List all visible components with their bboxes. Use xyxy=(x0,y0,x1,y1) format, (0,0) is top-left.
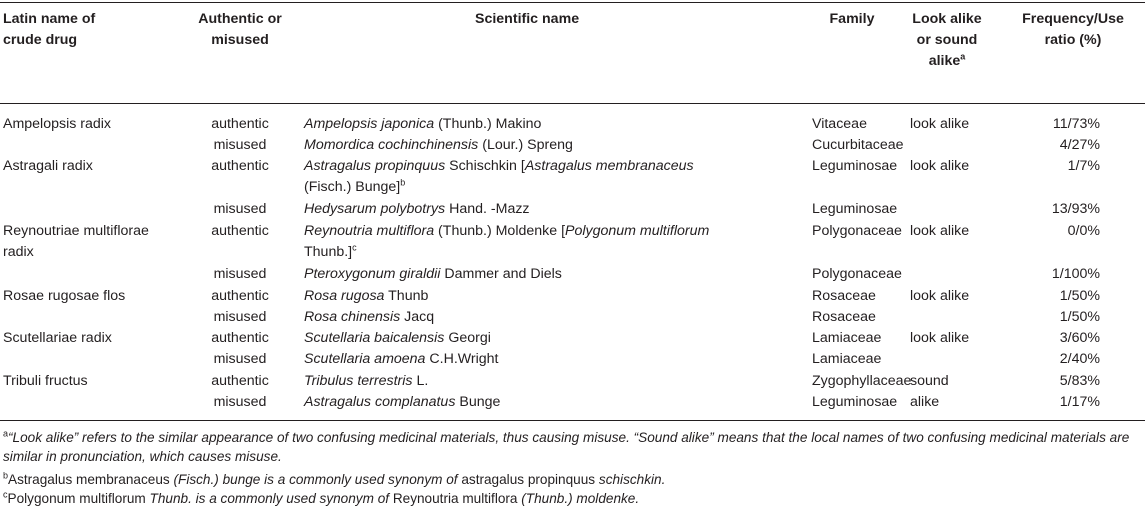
status-authentic: authentic xyxy=(211,158,269,174)
scientific-italic: Scutellaria amoena xyxy=(304,351,426,367)
frequency: 4/27% xyxy=(1059,137,1100,153)
status-misused: misused xyxy=(213,309,267,325)
footnote-ref: b xyxy=(400,177,406,188)
latin-name: Ampelopsis radix xyxy=(3,116,112,132)
scientific-italic: Astragalus complanatus xyxy=(304,394,456,410)
header-authentic: Authentic or misused xyxy=(198,11,282,48)
scientific-italic: Pteroxygonum giraldii xyxy=(304,266,441,282)
frequency: 1/50% xyxy=(1059,309,1100,325)
scientific-author: Hand. -Mazz xyxy=(445,201,530,217)
status-misused: misused xyxy=(213,137,267,153)
status-misused: misused xyxy=(213,351,267,367)
frequency: 0/0% xyxy=(1067,223,1100,239)
scientific-italic: Ampelopsis japonica xyxy=(304,116,435,132)
scientific-italic: Astragalus propinquus xyxy=(304,158,446,174)
scientific-name xyxy=(304,156,694,177)
status-authentic: authentic xyxy=(211,223,269,239)
footnote-ref: c xyxy=(352,242,357,253)
status-authentic: authentic xyxy=(211,373,269,389)
look-alike: look alike xyxy=(910,116,970,132)
scientific-italic: Hedysarum polybotrys xyxy=(304,201,446,217)
status-authentic: authentic xyxy=(211,330,269,346)
scientific-name xyxy=(304,349,499,370)
bottom-rule xyxy=(0,420,1145,421)
scientific-name xyxy=(304,392,500,413)
header-rule xyxy=(0,103,1145,104)
scientific-name xyxy=(304,264,562,285)
scientific-author: Bunge xyxy=(455,394,501,410)
scientific-name xyxy=(304,221,709,242)
scientific-name xyxy=(304,307,434,328)
scientific-author-cont: (Fisch.) Bunge] xyxy=(304,179,401,195)
scientific-name xyxy=(304,286,428,307)
scientific-name-cont xyxy=(304,242,357,263)
header-latin: Latin name of crude drug xyxy=(3,11,96,48)
scientific-italic: Reynoutria multiflora xyxy=(304,223,435,239)
scientific-author: Thunb xyxy=(384,288,429,304)
scientific-author: Schischkin [ xyxy=(445,158,525,174)
frequency: 3/60% xyxy=(1059,330,1100,346)
latin-name: Tribuli fructus xyxy=(3,373,88,389)
footnote-b: $^b$Astragalus membranaceus (Fisch.) bunge is a commonly used synonym of astragalus propinquus schischkin. xyxy=(3,470,666,487)
scientific-author: Jacq xyxy=(400,309,435,325)
scientific-author: Georgi xyxy=(444,330,491,346)
latin-name: Rosae rugosae flos xyxy=(3,288,126,304)
family: Leguminosae xyxy=(812,394,898,410)
latin-name: Scutellariae radix xyxy=(3,330,112,346)
frequency: 13/93% xyxy=(1051,201,1100,217)
family: Lamiaceae xyxy=(812,330,882,346)
scientific-italic: Momordica cochinchinensis xyxy=(304,137,479,153)
look-alike: sound xyxy=(910,373,949,389)
header-scientific: Scientific name xyxy=(475,11,580,27)
look-alike: alike xyxy=(910,394,940,410)
scientific-name-cont xyxy=(304,177,405,198)
family: Cucurbitaceae xyxy=(812,137,904,153)
footnote-c: $^c$Polygonum multiflorum Thunb. is a commonly used synonym of Reynoutria multiflora (Thunb.) moldenke. xyxy=(3,489,640,506)
status-authentic: authentic xyxy=(211,116,269,132)
look-alike: look alike xyxy=(910,288,970,304)
scientific-author: (Thunb.) Makino xyxy=(434,116,542,132)
scientific-author-cont: Thunb.] xyxy=(304,244,353,260)
look-alike: look alike xyxy=(910,330,970,346)
scientific-author: C.H.Wright xyxy=(425,351,499,367)
scientific-author: (Lour.) Spreng xyxy=(478,137,573,153)
scientific-italic: Tribulus terrestris xyxy=(304,373,413,389)
family: Rosaceae xyxy=(812,288,876,304)
frequency: 1/100% xyxy=(1051,266,1100,282)
header-look-alike: Look alike or sound alike$^a$ xyxy=(912,11,982,69)
scientific-author: (Thunb.) Moldenke [ xyxy=(434,223,566,239)
family: Leguminosae xyxy=(812,158,898,174)
scientific-italic: Rosa rugosa xyxy=(304,288,385,304)
family: Lamiaceae xyxy=(812,351,882,367)
scientific-italic: Rosa chinensis xyxy=(304,309,401,325)
status-misused: misused xyxy=(213,201,267,217)
header-frequency: Frequency/Use ratio (%) xyxy=(1022,11,1124,48)
look-alike: look alike xyxy=(910,158,970,174)
scientific-author: L. xyxy=(412,373,429,389)
family: Leguminosae xyxy=(812,201,898,217)
status-misused: misused xyxy=(213,394,267,410)
scientific-name xyxy=(304,135,573,156)
latin-name: Astragali radix xyxy=(3,158,93,174)
top-rule xyxy=(0,2,1145,3)
frequency: 2/40% xyxy=(1059,351,1100,367)
frequency: 1/50% xyxy=(1059,288,1100,304)
family: Rosaceae xyxy=(812,309,876,325)
scientific-italic: Scutellaria baicalensis xyxy=(304,330,445,346)
family: Polygonaceae xyxy=(812,266,902,282)
frequency: 1/7% xyxy=(1067,158,1100,174)
latin-name: Reynoutriae multiflorae radix xyxy=(3,223,149,260)
scientific-synonym: Astragalus membranaceus xyxy=(524,158,694,174)
footnote-a: $^a$“Look alike” refers to the similar appearance of two confusing medicinal materials, thus causing misuse. “Sound alike” means that the local names of two confusing medicinal materials are similar in pronunciation, which causes misuse. xyxy=(3,428,1130,464)
family: Polygonaceae xyxy=(812,223,902,239)
status-authentic: authentic xyxy=(211,288,269,304)
scientific-name xyxy=(304,199,530,220)
status-misused: misused xyxy=(213,266,267,282)
frequency: 11/73% xyxy=(1052,116,1100,132)
frequency: 1/17% xyxy=(1059,394,1100,410)
look-alike: look alike xyxy=(910,223,970,239)
header-family: Family xyxy=(829,11,875,27)
scientific-name xyxy=(304,371,428,392)
family: Vitaceae xyxy=(812,116,867,132)
scientific-synonym: Polygonum multiflorum xyxy=(565,223,710,239)
scientific-author: Dammer and Diels xyxy=(440,266,562,282)
scientific-name xyxy=(304,328,491,349)
family: Zygophyllaceae xyxy=(812,373,912,389)
frequency: 5/83% xyxy=(1059,373,1100,389)
scientific-name xyxy=(304,114,541,135)
